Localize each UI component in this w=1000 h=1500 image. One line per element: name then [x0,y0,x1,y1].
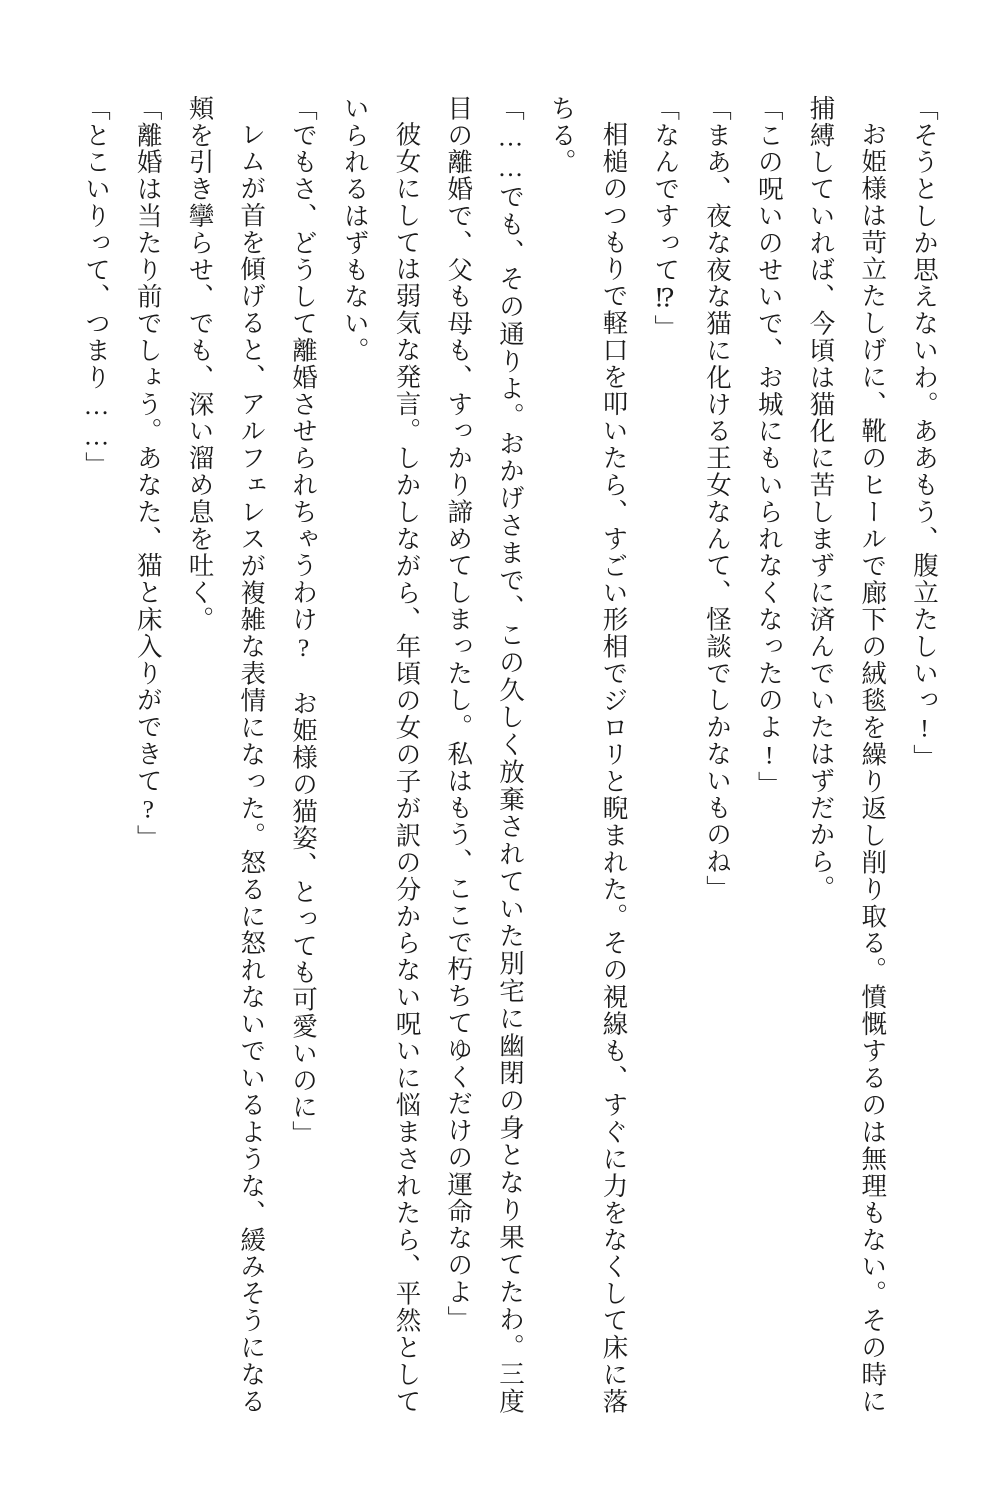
paragraph: 「でもさ、どうして離婚させられちゃうわけ? お姫様の猫姿、とっても可愛いのに」 [289,95,318,1148]
paragraph: 彼女にしては弱気な発言。しかしながら、年頃の女の子が訳の分からない呪いに悩まされたら、平然としていられるはずもない。 [340,95,422,1415]
paragraph: 「この呪いのせいで、お城にもいられなくなったのよ!」 [754,95,784,798]
paragraph: 「そうとしか思えないわ。ああもう、腹立たしいっ!」 [910,95,939,771]
paragraph: 「なんですって⁉」 [651,95,681,342]
paragraph: 「とこいりって、つまり……」 [82,95,111,479]
paragraph: 「……でも、その通りよ。おかげさまで、この久しく放棄されていた別宅に幽閉の身となり果てたわ。三度目の離婚で、父も母も、すっかり諦めてしまったし。私はもう、ここで朽ちてゆくだけの運命なのよ」 [444,95,525,1415]
paragraph: レムが首を傾げると、アルフェレスが複雑な表情になった。怒るに怒れないでいるような、緩みそうになる頬を引き攣らせ、でも、深い溜め息を吐く。 [185,95,267,1415]
paragraph: 「まあ、夜な夜な猫に化ける王女なんて、怪談でしかないものね」 [703,95,732,902]
paragraph: 「離婚は当たり前でしょう。あなた、猫と床入りができて?」 [133,95,163,852]
paragraph: お姫様は苛立たしげに、靴のヒールで廊下の絨毯を繰り返し削り取る。憤慨するのは無理もない。その時に捕縛していれば、今頃は猫化に苦しまずに済んでいたはずだから。 [806,95,888,1415]
vertical-text-body [60,95,950,1415]
paragraph: 相槌のつもりで軽口を叩いたら、すごい形相でジロリと睨まれた。その視線も、すぐに力をなくして床に落ちる。 [547,95,629,1415]
